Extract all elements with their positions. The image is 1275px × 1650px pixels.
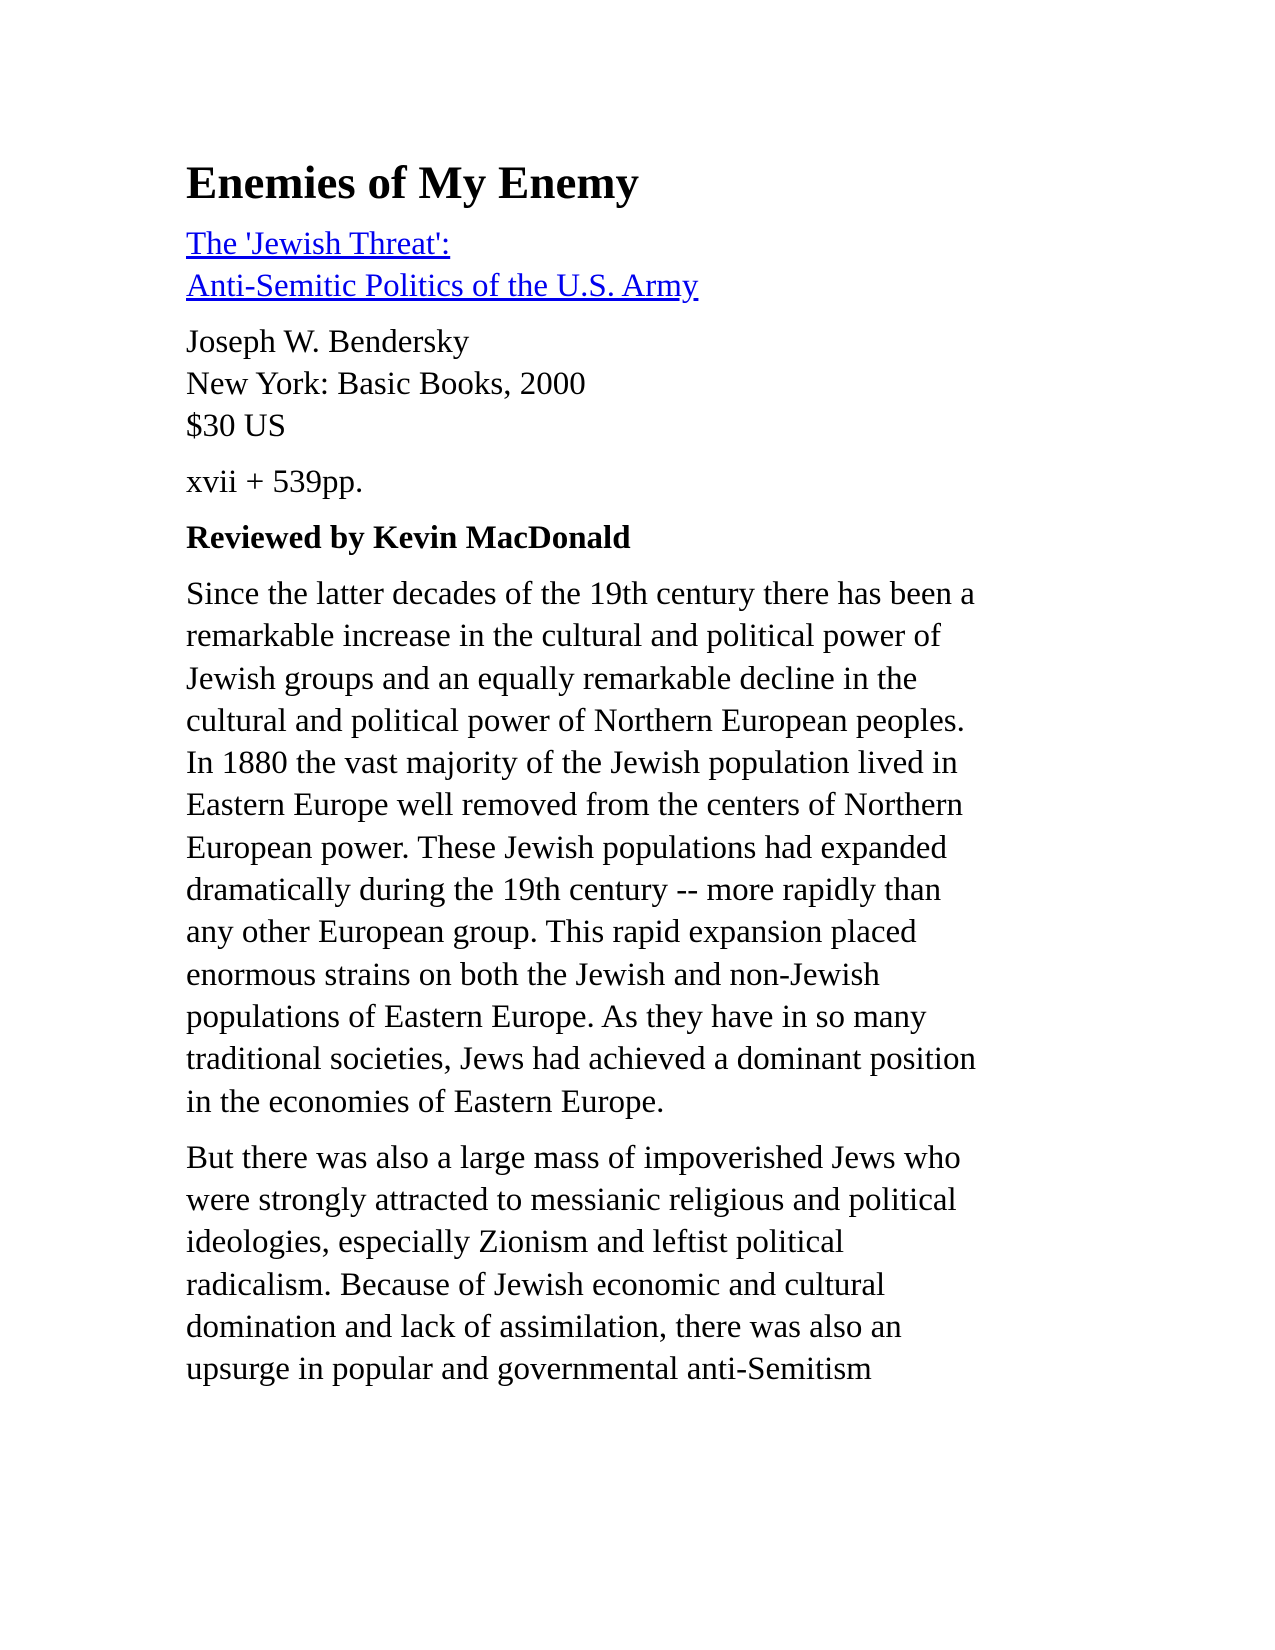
text-line: European power. These Jewish populations had expanded (186, 829, 947, 866)
text-line: Eastern Europe well removed from the centers of Northern (186, 787, 964, 824)
text-line: in the economies of Eastern Europe. (186, 1083, 665, 1120)
book-publisher: New York: Basic Books, 2000 (186, 366, 586, 402)
document-page (186, 155, 1086, 1405)
book-author: Joseph W. Bendersky (186, 324, 470, 360)
book-details (186, 321, 1086, 447)
text-line: traditional societies, Jews had achieved a dominant position (186, 1041, 976, 1078)
book-price: $30 US (186, 408, 286, 444)
text-line: remarkable increase in the cultural and political power of (186, 618, 942, 655)
text-line: any other European group. This rapid expansion placed (186, 914, 917, 951)
text-line: populations of Eastern Europe. As they have in so many (186, 998, 927, 1035)
text-line: ideologies, especially Zionism and leftist political (186, 1224, 845, 1261)
paragraph-2 (186, 1137, 1086, 1391)
text-line: Jewish groups and an equally remarkable decline in the (186, 660, 918, 697)
text-line: were strongly attracted to messianic religious and political (186, 1182, 957, 1219)
text-line: But there was also a large mass of impoverished Jews who (186, 1139, 961, 1176)
text-line: Since the latter decades of the 19th century there has been a (186, 576, 975, 612)
text-line: In 1880 the vast majority of the Jewish population lived in (186, 745, 958, 782)
text-line: upsurge in popular and governmental anti-Semitism (186, 1351, 872, 1388)
text-line: radicalism. Because of Jewish economic and cultural (186, 1266, 886, 1303)
text-line: domination and lack of assimilation, there was also an (186, 1309, 902, 1346)
text-line: cultural and political power of Northern European peoples. (186, 702, 965, 739)
text-line: enormous strains on both the Jewish and non-Jewish (186, 956, 880, 993)
book-title-line-1: The 'Jewish Threat': (186, 226, 451, 262)
book-pages: xvii + 539pp. (186, 464, 364, 500)
reviewer-line: Reviewed by Kevin MacDonald (186, 520, 631, 556)
text-line: dramatically during the 19th century -- more rapidly than (186, 872, 942, 909)
book-title-line-2: Anti-Semitic Politics of the U.S. Army (186, 268, 699, 304)
page-title: Enemies of My Enemy (186, 157, 639, 209)
paragraph-1 (186, 573, 1086, 1123)
book-title-link[interactable] (186, 223, 1086, 307)
